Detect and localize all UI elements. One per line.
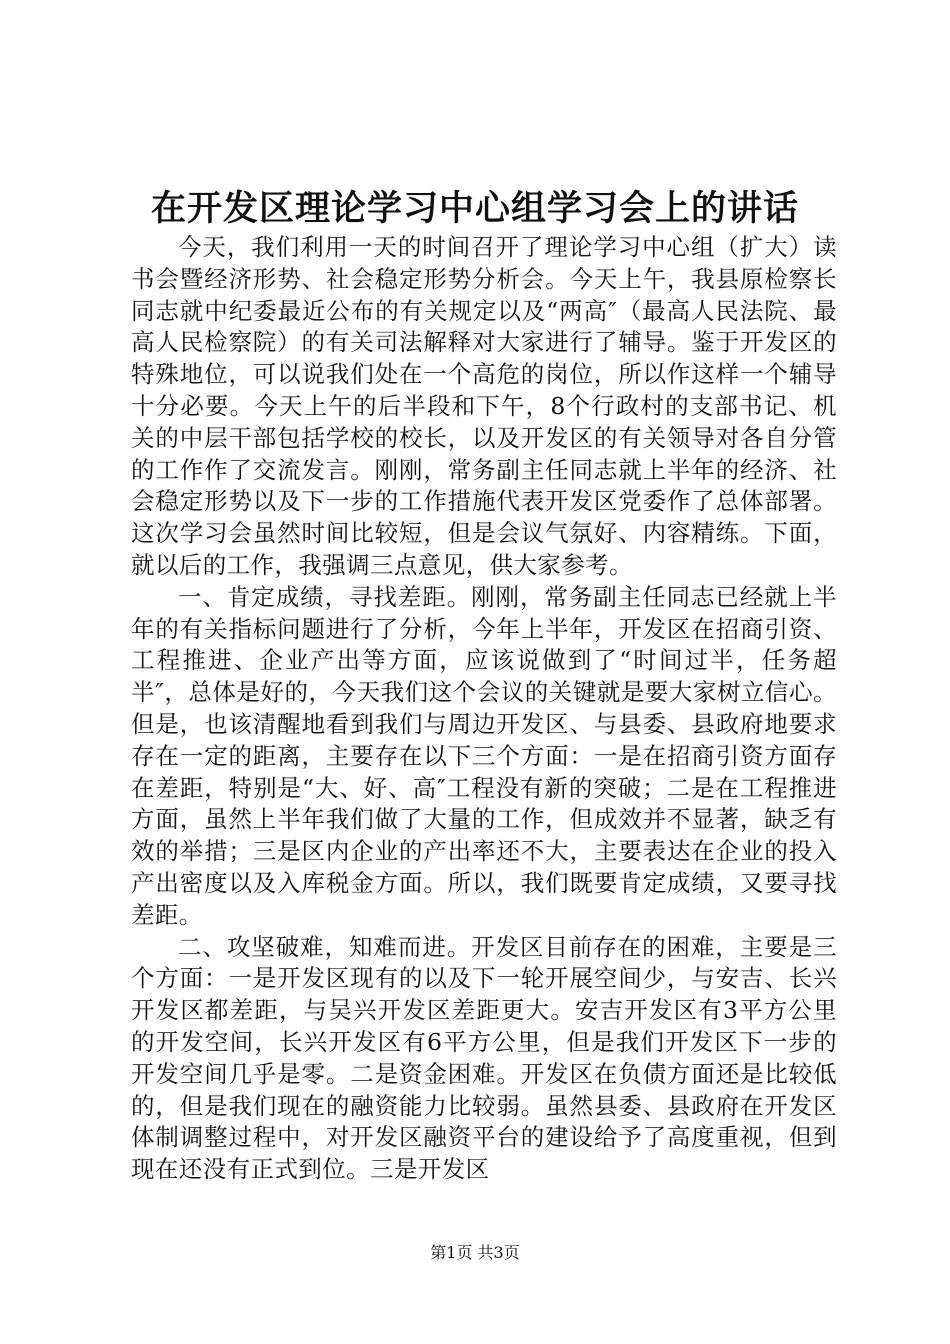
paragraph-point-two: 二、攻坚破难，知难而进。开发区目前存在的困难，主要是三个方面：一是开发区现有的以及下一轮开展空间少，与安吉、长兴开发区都差距，与吴兴开发区差距更大。安吉开发区有3平方公里的开发空间，长兴开发区有6平方公里，但是我们开发区下一步的开发空间几乎是零。二是资金困难。开发区在负债方面还是比较低的，但是我们现在的融资能力比较弱。虽然县委、县政府在开发区体制调整过程中，对开发区融资平台的建设给予了高度重视，但到现在还没有正式到位。三是开发区 xyxy=(131,932,837,1184)
paragraph-point-one: 一、肯定成绩，寻找差距。刚刚，常务副主任同志已经就上半年的有关指标问题进行了分析，今年上半年，开发区在招商引资、工程推进、企业产出等方面，应该说做到了“时间过半，任务超半″，总体是好的，今天我们这个会议的关键就是要大家树立信心。但是，也该清醒地看到我们与周边开发区、与县委、县政府地要求存在一定的距离，主要存在以下三个方面：一是在招商引资方面存在差距，特别是“大、好、高″工程没有新的突破；二是在工程推进方面，虽然上半年我们做了大量的工作，但成效并不显著，缺乏有效的举措；三是区内企业的产出率还不大，主要表达在企业的投入产出密度以及入库税金方面。所以，我们既要肯定成绩，又要寻找差距。 xyxy=(131,582,837,929)
page-number-footer: 第1页 共3页 xyxy=(430,1243,520,1262)
document-body xyxy=(131,232,837,1186)
document-title: 在开发区理论学习中心组学习会上的讲话 xyxy=(150,188,799,229)
paragraph-intro: 今天，我们利用一天的时间召开了理论学习中心组（扩大）读书会暨经济形势、社会稳定形势分析会。今天上午，我县原检察长同志就中纪委最近公布的有关规定以及“两高″（最高人民法院、最高人民检察院）的有关司法解释对大家进行了辅导。鉴于开发区的特殊地位，可以说我们处在一个高危的岗位，所以作这样一个辅导十分必要。今天上午的后半段和下午，8个行政村的支部书记、机关的中层干部包括学校的校长，以及开发区的有关领导对各自分管的工作作了交流发言。刚刚，常务副主任同志就上半年的经济、社会稳定形势以及下一步的工作措施代表开发区党委作了总体部署。这次学习会虽然时间比较短，但是会议气氛好、内容精练。下面，就以后的工作，我强调三点意见，供大家参考。 xyxy=(131,233,837,579)
